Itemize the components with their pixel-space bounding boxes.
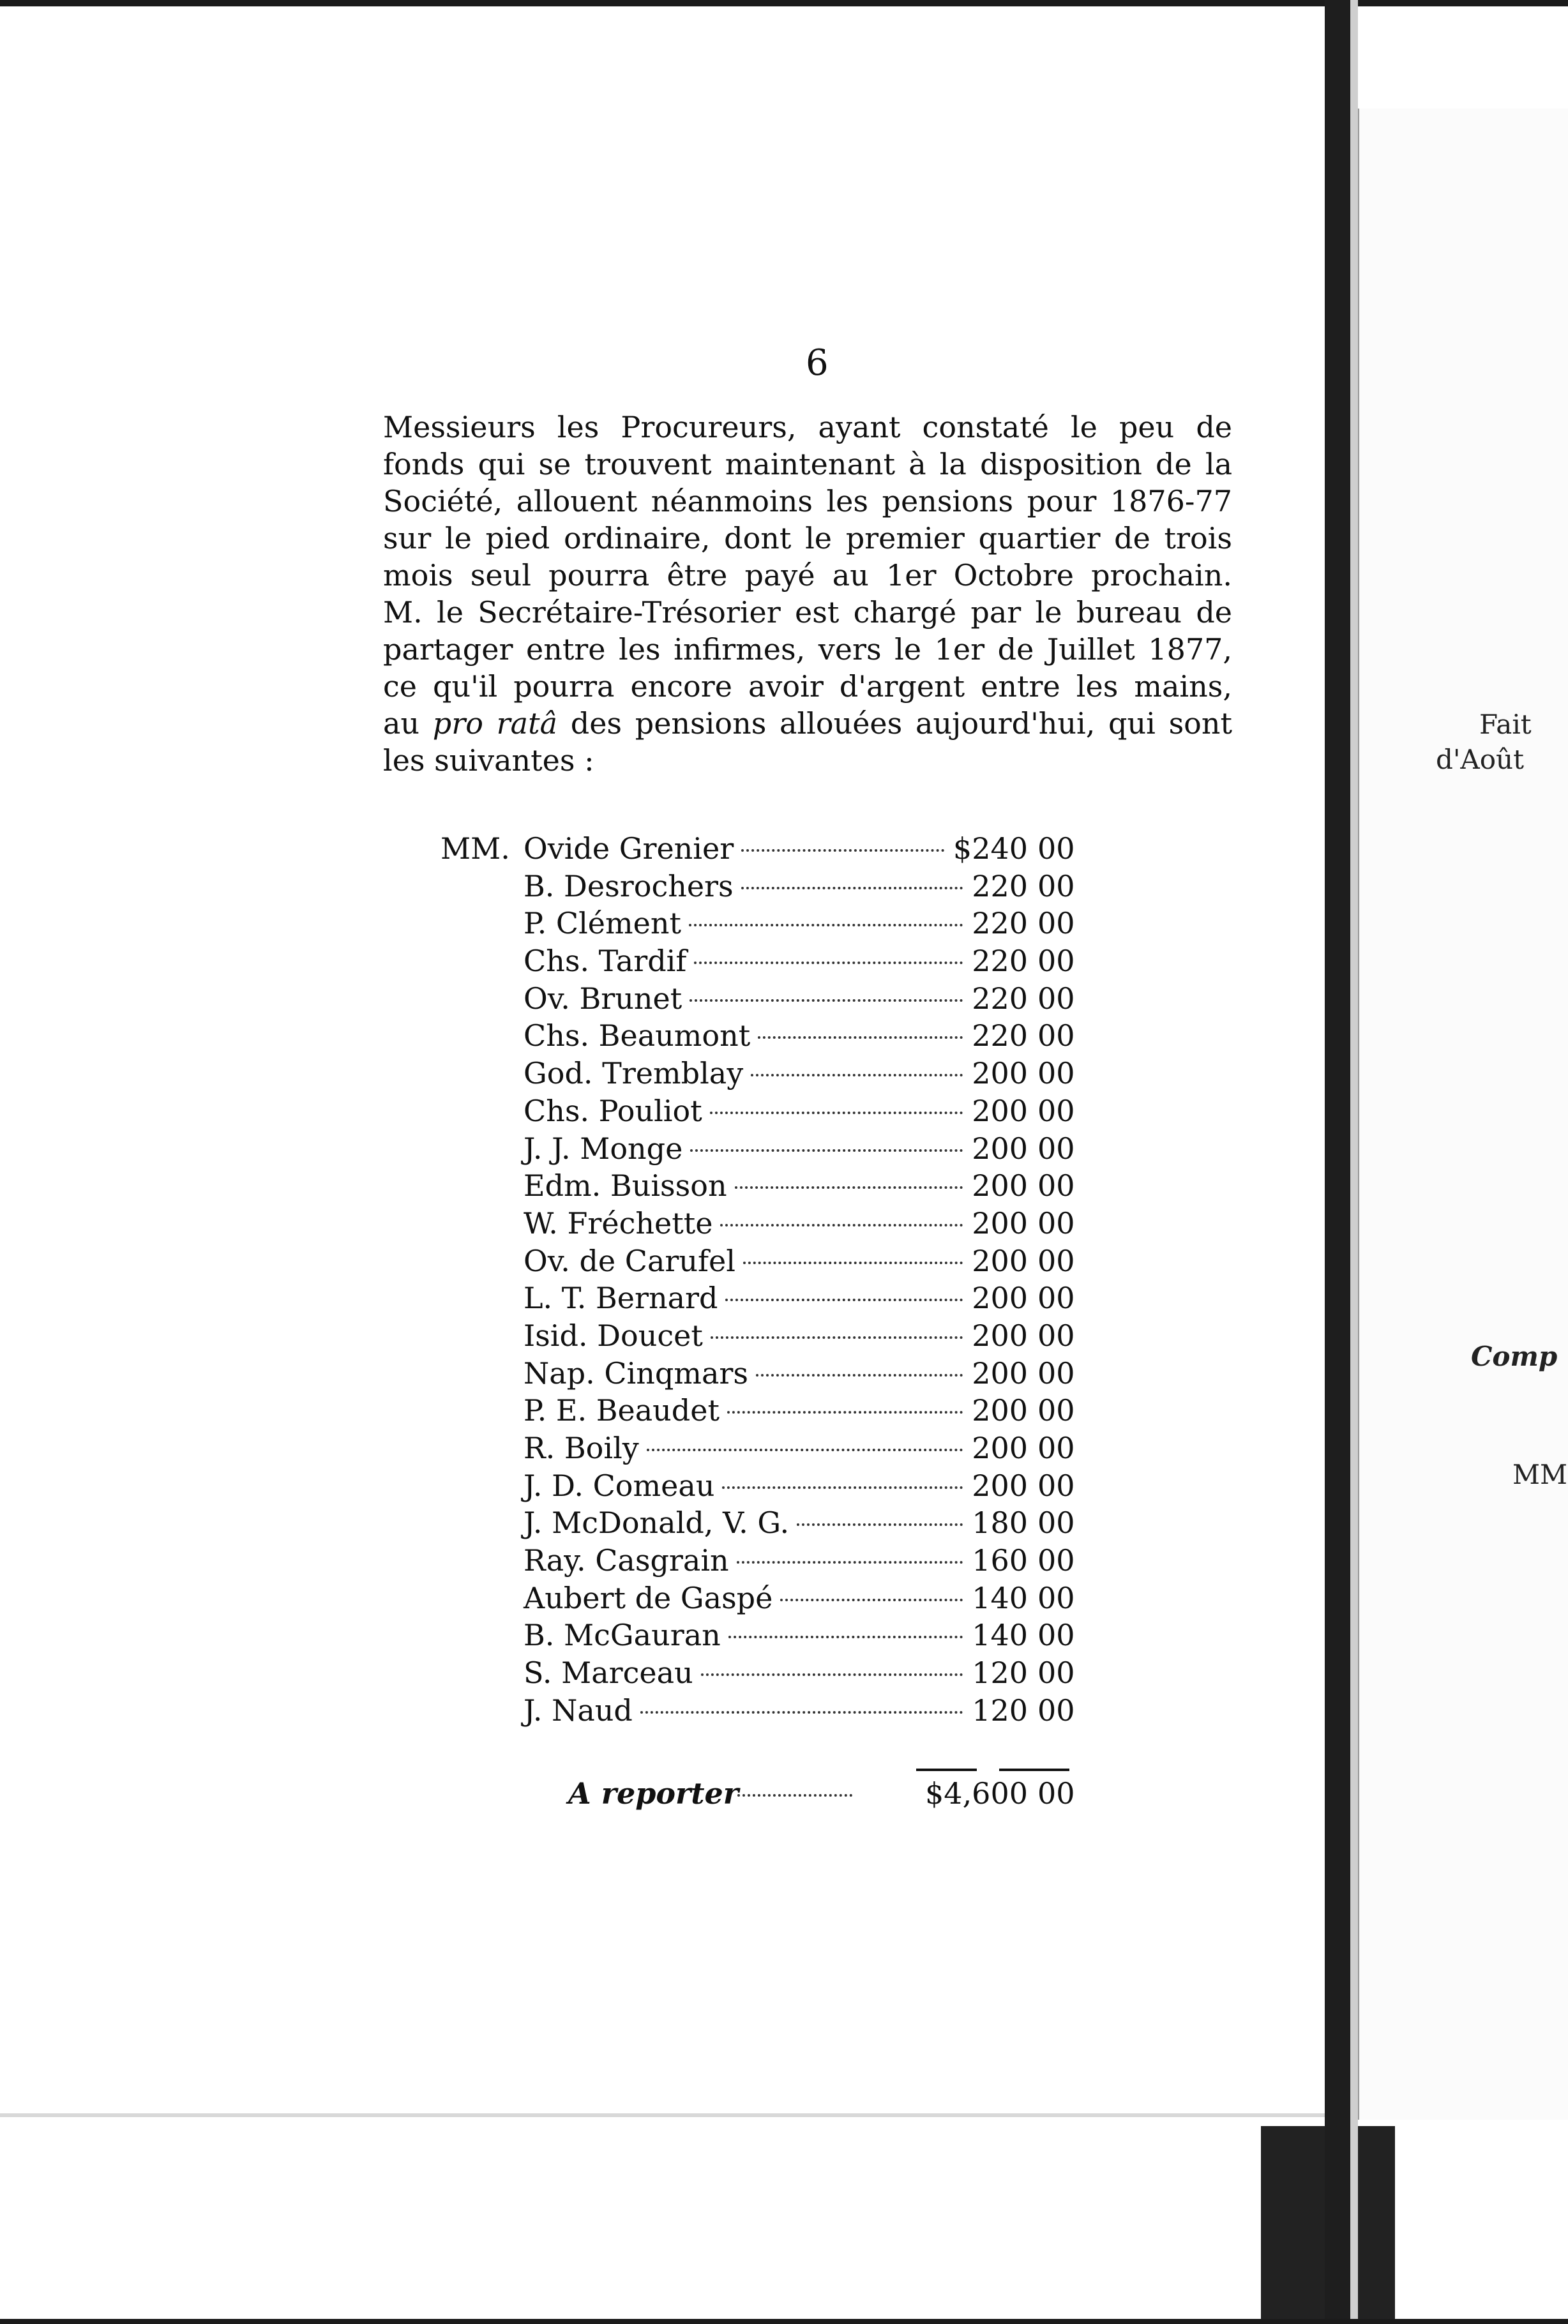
dot-leader [690, 1149, 963, 1152]
right-page-text: d'Août [1436, 744, 1524, 775]
pension-dollars: 220 [972, 944, 1028, 979]
pension-cents: 00 [1037, 981, 1075, 1016]
pension-row [441, 905, 1143, 942]
report-label: A reporter [568, 1776, 739, 1811]
dot-leader [710, 1112, 963, 1114]
pension-dollars: 200 [972, 1355, 1028, 1391]
pension-cents: 00 [1037, 1431, 1075, 1465]
pension-row [441, 1017, 1143, 1055]
book-spine [1325, 0, 1350, 2324]
paragraph-line: fonds qui se trouvent maintenant à la disposition de la [383, 447, 1232, 481]
pension-name: Chs. Tardif [524, 944, 687, 979]
dot-leader [780, 1599, 963, 1601]
dot-leader [756, 1374, 963, 1377]
spine-edge [1350, 0, 1358, 2324]
pension-cents: 00 [1037, 1618, 1075, 1653]
pension-row [441, 868, 1143, 905]
pension-row [441, 1580, 1143, 1617]
pension-row [441, 1355, 1143, 1392]
dot-leader [720, 1224, 963, 1226]
dot-leader [722, 1486, 963, 1489]
dot-leader [694, 962, 963, 964]
paragraph-line: Société, allouent néanmoins les pensions pour 1876-77 [383, 484, 1232, 518]
pension-dollars: 220 [972, 906, 1028, 941]
dot-leader [737, 1794, 852, 1797]
pension-row [441, 1242, 1143, 1280]
total-rule-cents [999, 1769, 1069, 1771]
list-prefix: MM. [441, 831, 510, 866]
pension-name: L. T. Bernard [524, 1281, 718, 1316]
dot-leader [741, 887, 963, 889]
page-number: 6 [806, 342, 829, 384]
pension-dollars: 140 [972, 1618, 1028, 1653]
pension-dollars: 220 [972, 981, 1028, 1016]
pension-dollars: 200 [972, 1056, 1028, 1091]
dot-leader [751, 1074, 963, 1076]
pension-dollars: 120 [972, 1656, 1028, 1691]
pension-name: J. D. Comeau [524, 1468, 715, 1503]
pension-name: Nap. Cinqmars [524, 1355, 748, 1391]
pension-cents: 00 [1037, 1318, 1075, 1353]
pension-cents: 00 [1037, 944, 1075, 979]
pension-row [441, 1279, 1143, 1317]
pension-name: J. Naud [524, 1693, 633, 1728]
pension-dollars: 200 [972, 1393, 1028, 1428]
pension-dollars: 200 [972, 1318, 1028, 1353]
pension-dollars: 200 [972, 1243, 1028, 1278]
pension-row [441, 942, 1143, 980]
pension-name: Ovide Grenier [524, 831, 734, 866]
paragraph-line: sur le pied ordinaire, dont le premier quartier de trois [383, 521, 1232, 555]
paragraph-line: M. le Secrétaire-Trésorier est chargé par le bureau de [383, 595, 1232, 630]
pension-dollars: 160 [972, 1543, 1028, 1578]
dot-leader [741, 849, 944, 852]
right-page-text: MM [1512, 1459, 1568, 1490]
report-cents: 00 [1037, 1776, 1075, 1811]
pension-cents: 00 [1037, 1056, 1075, 1091]
pension-name: Ov. Brunet [524, 981, 682, 1016]
pension-row [441, 830, 1143, 868]
pension-row [441, 1205, 1143, 1242]
pension-cents: 00 [1037, 1205, 1075, 1241]
pension-cents: 00 [1037, 1468, 1075, 1503]
paragraph-line: au pro ratâ des pensions allouées aujourd'hui, qui sont [383, 706, 1232, 741]
pension-cents: 00 [1037, 906, 1075, 941]
pension-row [441, 1130, 1143, 1168]
pension-row [441, 1542, 1143, 1580]
pension-name: God. Tremblay [524, 1056, 744, 1091]
pension-row [441, 1055, 1143, 1092]
pension-dollars: 220 [972, 868, 1028, 903]
pension-cents: 00 [1037, 1281, 1075, 1316]
dot-leader [735, 1186, 963, 1189]
pension-cents: 00 [1037, 1243, 1075, 1278]
pension-row [441, 1092, 1143, 1130]
right-page-text: Comp [1471, 1341, 1558, 1372]
pension-dollars: 140 [972, 1580, 1028, 1615]
pension-row [441, 1317, 1143, 1355]
pension-dollars: 200 [972, 1281, 1028, 1316]
report-dollars: $4,600 [925, 1776, 1028, 1811]
pension-cents: 00 [1037, 1505, 1075, 1541]
pension-row [441, 1392, 1143, 1430]
pension-dollars: 200 [972, 1431, 1028, 1465]
dot-leader [711, 1336, 963, 1339]
paragraph-line: mois seul pourra être payé au 1er Octobre prochain. [383, 558, 1232, 592]
pension-name: P. Clément [524, 906, 681, 941]
dot-leader [797, 1523, 963, 1526]
right-page [1358, 109, 1568, 2120]
pension-cents: 00 [1037, 1131, 1075, 1166]
pension-name: Edm. Buisson [524, 1168, 727, 1204]
pension-row [441, 1654, 1143, 1692]
pension-name: Isid. Doucet [524, 1318, 703, 1353]
right-page-text: Fait [1479, 709, 1532, 740]
pension-cents: 00 [1037, 1580, 1075, 1615]
pension-cents: 00 [1037, 1355, 1075, 1391]
pension-row [441, 1467, 1143, 1505]
pension-cents: 00 [1037, 1018, 1075, 1053]
total-rule-dollars [916, 1769, 977, 1771]
paragraph-line: ce qu'il pourra encore avoir d'argent entre les mains, [383, 669, 1232, 704]
scan-border-bottom [0, 2319, 1568, 2324]
pension-dollars: 180 [972, 1505, 1028, 1541]
pension-cents: 00 [1037, 1393, 1075, 1428]
pension-row [441, 1504, 1143, 1542]
pension-name: B. McGauran [524, 1618, 721, 1653]
paragraph-line: Messieurs les Procureurs, ayant constaté le peu de [383, 410, 1232, 444]
dot-leader [737, 1561, 963, 1564]
dot-leader [689, 924, 963, 926]
pension-name: R. Boily [524, 1431, 639, 1465]
pension-name: Chs. Pouliot [524, 1093, 702, 1128]
pension-list [441, 830, 1143, 1730]
pension-name: B. Desrochers [524, 868, 734, 903]
pension-row [441, 980, 1143, 1018]
pension-row [441, 1430, 1143, 1467]
dot-leader [728, 1636, 963, 1638]
pension-dollars: 200 [972, 1093, 1028, 1128]
pension-row [441, 1692, 1143, 1730]
pension-dollars: 200 [972, 1131, 1028, 1166]
pension-name: W. Fréchette [524, 1205, 713, 1241]
dot-leader [743, 1262, 963, 1264]
paragraph-line: partager entre les infirmes, vers le 1er de Juillet 1877, [383, 632, 1232, 667]
pension-name: Ray. Casgrain [524, 1543, 729, 1578]
dot-leader [640, 1711, 963, 1714]
pension-name: Chs. Beaumont [524, 1018, 751, 1053]
pension-cents: 00 [1037, 1093, 1075, 1128]
pension-cents: 00 [1037, 1543, 1075, 1578]
pension-cents: 00 [1037, 1168, 1075, 1204]
page-fold-line [0, 2113, 1325, 2117]
pension-dollars: $240 [953, 831, 1028, 866]
pension-dollars: 200 [972, 1205, 1028, 1241]
pension-cents: 00 [1037, 831, 1075, 866]
pension-cents: 00 [1037, 1693, 1075, 1728]
paragraph-line: les suivantes : [383, 743, 594, 778]
dot-leader [725, 1299, 963, 1301]
dot-leader [701, 1673, 963, 1676]
pension-name: S. Marceau [524, 1656, 693, 1691]
pension-dollars: 200 [972, 1168, 1028, 1204]
pension-cents: 00 [1037, 1656, 1075, 1691]
dot-leader [727, 1411, 963, 1414]
pension-dollars: 220 [972, 1018, 1028, 1053]
pension-name: J. McDonald, V. G. [524, 1505, 790, 1541]
pension-name: Ov. de Carufel [524, 1243, 735, 1278]
report-row [441, 1775, 1143, 1813]
pension-name: J. J. Monge [524, 1131, 683, 1166]
pension-cents: 00 [1037, 868, 1075, 903]
pension-dollars: 120 [972, 1693, 1028, 1728]
dot-leader [647, 1449, 963, 1451]
pension-row [441, 1617, 1143, 1654]
dot-leader [758, 1036, 963, 1039]
body-paragraph [383, 409, 1232, 779]
pension-dollars: 200 [972, 1468, 1028, 1503]
pension-name: Aubert de Gaspé [524, 1580, 773, 1615]
pension-name: P. E. Beaudet [524, 1393, 720, 1428]
dot-leader [690, 999, 963, 1002]
pension-row [441, 1167, 1143, 1205]
